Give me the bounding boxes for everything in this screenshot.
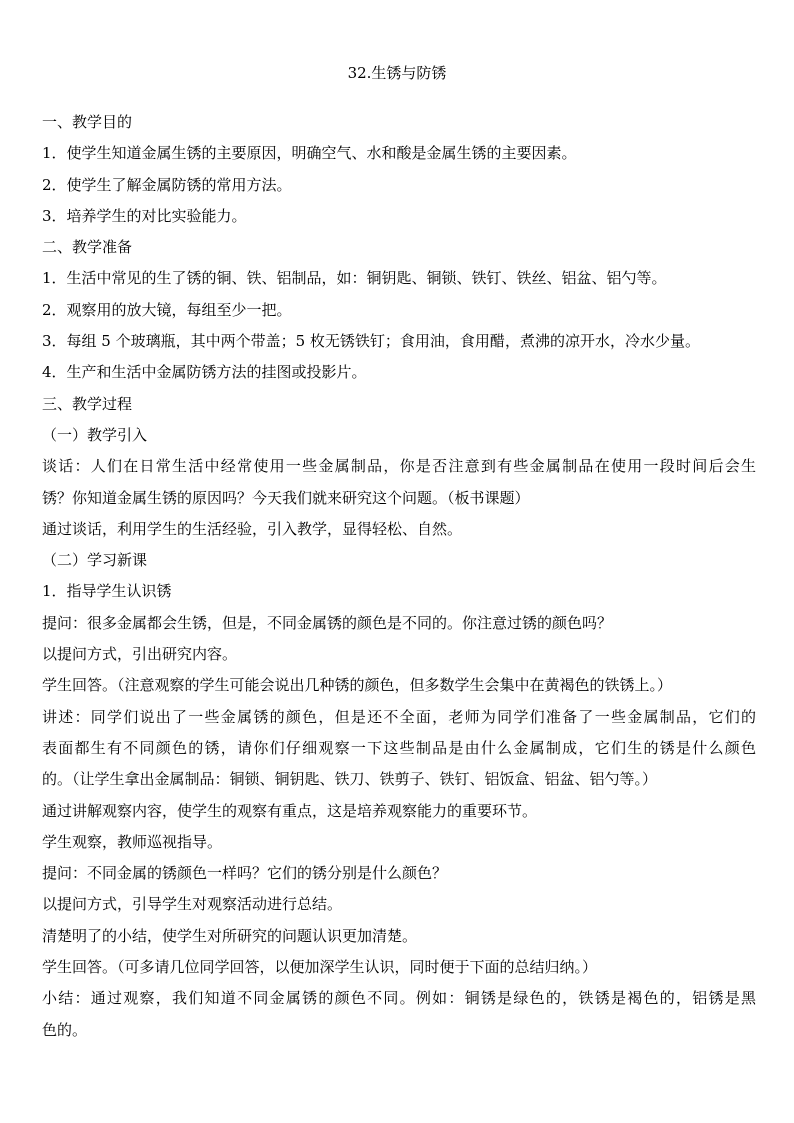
subsection-heading-new-lesson: （二）学习新课 <box>42 551 148 570</box>
paragraph-line: 谈话：人们在日常生活中经常使用一些金属制品，你是否注意到有些金属制品在使用一段时间后会生 <box>42 457 756 476</box>
preparation-item: 4．生产和生活中金属防锈方法的挂图或投影片。 <box>42 363 367 382</box>
paragraph-line: 的。（让学生拿出金属制品：铜锁、铜钥匙、铁刀、铁剪子、铁钉、铝饭盒、铝盆、铝勺等。） <box>42 770 658 789</box>
objective-item: 1．使学生知道金属生锈的主要原因，明确空气、水和酸是金属生锈的主要因素。 <box>42 144 577 163</box>
paragraph-line: 学生回答。（注意观察的学生可能会说出几种锈的颜色，但多数学生会集中在黄褐色的铁锈上。） <box>42 676 673 695</box>
preparation-item: 1．生活中常见的生了锈的铜、铁、铝制品，如：铜钥匙、铜锁、铁钉、铁丝、铝盆、铝勺等。 <box>42 269 667 288</box>
paragraph-line: 学生观察，教师巡视指导。 <box>42 832 223 851</box>
objective-item: 3．培养学生的对比实验能力。 <box>42 206 247 225</box>
section-heading-process: 三、教学过程 <box>42 394 133 413</box>
paragraph-line: 清楚明了的小结，使学生对所研究的问题认识更加清楚。 <box>42 926 418 945</box>
section-heading-preparation: 二、教学准备 <box>42 238 133 257</box>
paragraph-line: 通过讲解观察内容，使学生的观察有重点，这是培养观察能力的重要环节。 <box>42 801 538 820</box>
paragraph-line: 以提问方式，引导学生对观察活动进行总结。 <box>42 895 343 914</box>
paragraph-line: 小结：通过观察，我们知道不同金属锈的颜色不同。例如：铜锈是绿色的，铁锈是褐色的，铝锈是黑 <box>42 989 756 1008</box>
paragraph-line: 提问：很多金属都会生锈，但是，不同金属锈的颜色是不同的。你注意过锈的颜色吗？ <box>42 613 613 632</box>
paragraph-line: 提问：不同金属的锈颜色一样吗？它们的锈分别是什么颜色？ <box>42 864 448 883</box>
objective-item: 2．使学生了解金属防锈的常用方法。 <box>42 175 292 194</box>
paragraph-line: 色的。 <box>42 1020 88 1039</box>
step-heading: 1．指导学生认识锈 <box>42 582 172 601</box>
preparation-item: 2．观察用的放大镜，每组至少一把。 <box>42 300 292 319</box>
paragraph-line: 讲述：同学们说出了一些金属锈的颜色，但是还不全面，老师为同学们准备了一些金属制品，它们的 <box>42 707 756 726</box>
paragraph-line: 以提问方式，引出研究内容。 <box>42 645 238 664</box>
subsection-heading-intro: （一）教学引入 <box>42 425 148 444</box>
section-heading-objectives: 一、教学目的 <box>42 113 133 131</box>
paragraph-line: 学生回答。（可多请几位同学回答，以便加深学生认识，同时便于下面的总结归纳。） <box>42 958 598 977</box>
paragraph-line: 锈？你知道金属生锈的原因吗？今天我们就来研究这个问题。（板书课题） <box>42 488 530 507</box>
paragraph-line: 表面都生有不同颜色的锈，请你们仔细观察一下这些制品是由什么金属制成，它们生的锈是什么颜色 <box>42 738 756 757</box>
document-body <box>42 109 756 1048</box>
paragraph-line: 通过谈话，利用学生的生活经验，引入教学，显得轻松、自然。 <box>42 519 463 538</box>
preparation-item: 3．每组 5 个玻璃瓶，其中两个带盖；5 枚无锈铁钉；食用油，食用醋，煮沸的凉开水，冷水少量。 <box>42 332 700 351</box>
document-title: 32.生锈与防锈 <box>347 64 447 82</box>
